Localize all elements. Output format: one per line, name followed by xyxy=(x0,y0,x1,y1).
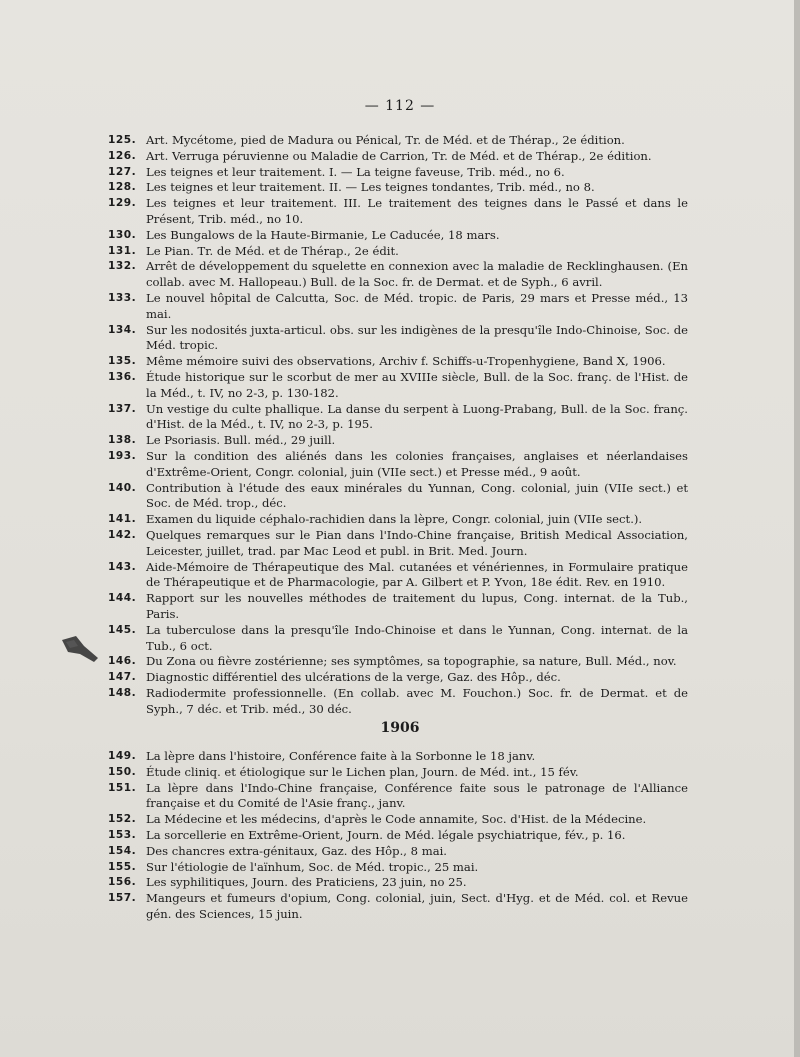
bibliography-entry xyxy=(108,402,688,434)
bibliography-entry xyxy=(108,449,688,481)
entry-text: La lèpre dans l'Indo-Chine française, Conférence faite sous le patronage de l'Alliance française et du Comité de l'Asie franç., janv. xyxy=(146,780,688,811)
entry-number: 150. xyxy=(108,765,137,778)
entry-number: 128. xyxy=(108,181,137,194)
entry-number: 126. xyxy=(108,149,137,162)
bibliography-entry xyxy=(108,149,688,165)
entry-number: 154. xyxy=(108,844,137,857)
entry-number: 144. xyxy=(108,592,137,605)
entry-text: Radiodermite professionnelle. (En collab. avec M. Fouchon.) Soc. fr. de Dermat. et de Syph., 7 déc. et Trib. méd., 30 déc. xyxy=(146,685,688,716)
entry-number: 146. xyxy=(108,655,137,668)
entry-number: 137. xyxy=(108,402,137,415)
bibliography-entry xyxy=(108,891,688,923)
entry-text: Même mémoire suivi des observations, Archiv f. Schiffs-u-Tropenhygiene, Band X, 1906. xyxy=(146,354,666,369)
entry-number: 147. xyxy=(108,671,137,684)
entry-text: Rapport sur les nouvelles méthodes de traitement du lupus, Cong. internat. de la Tub., Paris. xyxy=(146,591,688,621)
entry-number: 134. xyxy=(108,323,137,336)
bibliography-entry xyxy=(108,354,688,370)
bibliography-entry xyxy=(108,433,688,449)
bibliography-entry xyxy=(108,765,688,781)
bibliography-entry xyxy=(108,370,688,402)
bibliography-entry xyxy=(108,180,688,196)
entry-number: 130. xyxy=(108,228,137,241)
entry-number: 156. xyxy=(108,876,137,889)
entry-number: 131. xyxy=(108,244,137,257)
entry-text: Les syphilitiques, Journ. des Praticiens, 23 juin, no 25. xyxy=(146,875,467,890)
entry-text: Étude historique sur le scorbut de mer au XVIIIe siècle, Bull. de la Soc. franç. de l'Hist. de la Méd., t. IV, no 2-3, p. 130-182. xyxy=(146,369,688,400)
entry-text: La lèpre dans l'histoire, Conférence faite à la Sorbonne le 18 janv. xyxy=(146,749,536,763)
entry-text: Un vestige du culte phallique. La danse du serpent à Luong-Prabang, Bull. de la Soc. franç. d'Hist. de la Méd., t. IV, no 2-3, p. 195. xyxy=(146,401,688,432)
entry-text: Le Psoriasis. Bull. méd., 29 juill. xyxy=(146,433,336,448)
bibliography-list-1905 xyxy=(108,133,688,717)
entry-number: 151. xyxy=(108,781,137,794)
entry-number: 155. xyxy=(108,860,137,873)
bibliography-entry xyxy=(108,844,688,860)
entry-number: 132. xyxy=(108,260,137,273)
bibliography-entry xyxy=(108,481,688,513)
bibliography-entry xyxy=(108,291,688,323)
entry-text: Sur les nodosités juxta-articul. obs. sur les indigènes de la presqu'île Indo-Chinoise, Soc. de Méd. tropic. xyxy=(146,322,688,353)
entry-number: 143. xyxy=(108,560,137,573)
year-heading: 1906 xyxy=(380,720,420,736)
entry-number: 157. xyxy=(108,892,137,905)
entry-number: 149. xyxy=(108,750,137,762)
bibliography-entry xyxy=(108,323,688,355)
entry-text: Les teignes et leur traitement. I. — La teigne faveuse, Trib. méd., no 6. xyxy=(146,164,565,179)
entry-text: La tuberculose dans la presqu'île Indo-Chinoise et dans le Yunnan, Cong. internat. de la Tub., 6 oct. xyxy=(146,622,688,653)
entry-text: Quelques remarques sur le Pian dans l'Indo-Chine française, British Medical Association, Leicester, juillet, trad. par Mac Leod et publ. in Brit. Med. Journ. xyxy=(146,527,688,558)
bibliography-entry xyxy=(108,686,688,718)
bibliography-entry xyxy=(108,828,688,844)
entry-text: Aide-Mémoire de Thérapeutique des Mal. cutanées et vénériennes, in Formulaire pratique de Thérapeutique et de Pharmacologie, par A. Gilbert et P. Yvon, 18e édit. Rev. en 1910. xyxy=(146,559,688,590)
entry-text: La Médecine et les médecins, d'après le Code annamite, Soc. d'Hist. de la Médecine. xyxy=(146,812,647,827)
bibliography-entry xyxy=(108,244,688,260)
entry-number: 153. xyxy=(108,828,137,841)
bibliography-entry xyxy=(108,196,688,228)
bibliography-entry xyxy=(108,860,688,876)
entry-text: Mangeurs et fumeurs d'opium, Cong. colonial, juin, Sect. d'Hyg. et de Méd. col. et Revue gén. des Sciences, 15 juin. xyxy=(146,891,688,921)
bibliography-entry xyxy=(108,133,688,149)
bibliography-entry xyxy=(108,623,688,655)
entry-text: Le nouvel hôpital de Calcutta, Soc. de Méd. tropic. de Paris, 29 mars et Presse méd., 13 mai. xyxy=(146,290,688,321)
entry-text: Art. Verruga péruvienne ou Maladie de Carrion, Tr. de Méd. et de Thérap., 2e édition. xyxy=(146,148,652,163)
entry-number: 145. xyxy=(108,623,137,636)
entry-number: 136. xyxy=(108,370,137,383)
bibliography-entry xyxy=(108,670,688,686)
bibliography-entry xyxy=(108,749,688,765)
bibliography-entry xyxy=(108,259,688,291)
entry-text: Diagnostic différentiel des ulcérations de la verge, Gaz. des Hôp., déc. xyxy=(146,670,561,685)
entry-text: Étude cliniq. et étiologique sur le Lichen plan, Journ. de Méd. int., 15 fév. xyxy=(146,764,579,779)
page-edge-shadow xyxy=(794,0,800,1057)
bibliography-entry xyxy=(108,781,688,813)
bibliography-list-1906 xyxy=(108,749,688,923)
bibliography-entry xyxy=(108,560,688,592)
entry-text: La sorcellerie en Extrême-Orient, Journ. de Méd. légale psychiatrique, fév., p. 16. xyxy=(146,827,626,842)
entry-text: Les Bungalows de la Haute-Birmanie, Le Caducée, 18 mars. xyxy=(146,227,500,242)
entry-number: 129. xyxy=(108,197,137,210)
entry-number: 141. xyxy=(108,513,137,526)
entry-text: Contribution à l'étude des eaux minérales du Yunnan, Cong. colonial, juin (VIIe sect.) et Soc. de Méd. trop., déc. xyxy=(146,480,688,511)
bibliography-entry xyxy=(108,812,688,828)
bibliography-entry xyxy=(108,875,688,891)
page-number: — 112 — xyxy=(364,98,436,114)
entry-text: Sur l'étiologie de l'aïnhum, Soc. de Méd. tropic., 25 mai. xyxy=(146,859,479,874)
entry-text: Sur la condition des aliénés dans les colonies françaises, anglaises et néerlandaises d'Extrême-Orient, Congr. colonial, juin (VIIe sect.) et Presse méd., 9 août. xyxy=(146,448,688,479)
entry-text: Art. Mycétome, pied de Madura ou Pénical, Tr. de Méd. et de Thérap., 2e édition. xyxy=(146,133,625,147)
bibliography-entry xyxy=(108,165,688,181)
entry-text: Du Zona ou fièvre zostérienne; ses symptômes, sa topographie, sa nature, Bull. Méd., nov. xyxy=(146,654,677,669)
entry-number: 125. xyxy=(108,134,137,146)
bibliography-entry xyxy=(108,512,688,528)
entry-number: 127. xyxy=(108,165,137,178)
entry-text: Examen du liquide céphalo-rachidien dans la lèpre, Congr. colonial, juin (VIIe sect.). xyxy=(146,512,643,527)
entry-number: 135. xyxy=(108,355,137,368)
bibliography-entry xyxy=(108,228,688,244)
entry-number: 142. xyxy=(108,528,137,541)
entry-number: 148. xyxy=(108,686,137,699)
entry-text: Les teignes et leur traitement. III. Le traitement des teignes dans le Passé et dans le Présent, Trib. méd., no 10. xyxy=(146,196,688,226)
pointing-hand-mark xyxy=(58,632,100,666)
bibliography-entry xyxy=(108,591,688,623)
entry-number: 152. xyxy=(108,813,137,826)
bibliography-entry xyxy=(108,528,688,560)
entry-text: Arrêt de développement du squelette en connexion avec la maladie de Recklinghausen. (En collab. avec M. Hallopeau.) Bull. de la Soc. fr. de Dermat. et de Syph., 6 avril. xyxy=(146,259,688,290)
entry-number: 133. xyxy=(108,291,137,304)
entry-number: 193. xyxy=(108,449,137,462)
entry-number: 138. xyxy=(108,434,137,447)
entry-number: 140. xyxy=(108,481,137,494)
entry-text: Des chancres extra-génitaux, Gaz. des Hôp., 8 mai. xyxy=(146,843,447,858)
entry-text: Le Pian. Tr. de Méd. et de Thérap., 2e édit. xyxy=(146,243,399,258)
entry-text: Les teignes et leur traitement. II. — Les teignes tondantes, Trib. méd., no 8. xyxy=(146,180,595,195)
bibliography-entry xyxy=(108,654,688,670)
